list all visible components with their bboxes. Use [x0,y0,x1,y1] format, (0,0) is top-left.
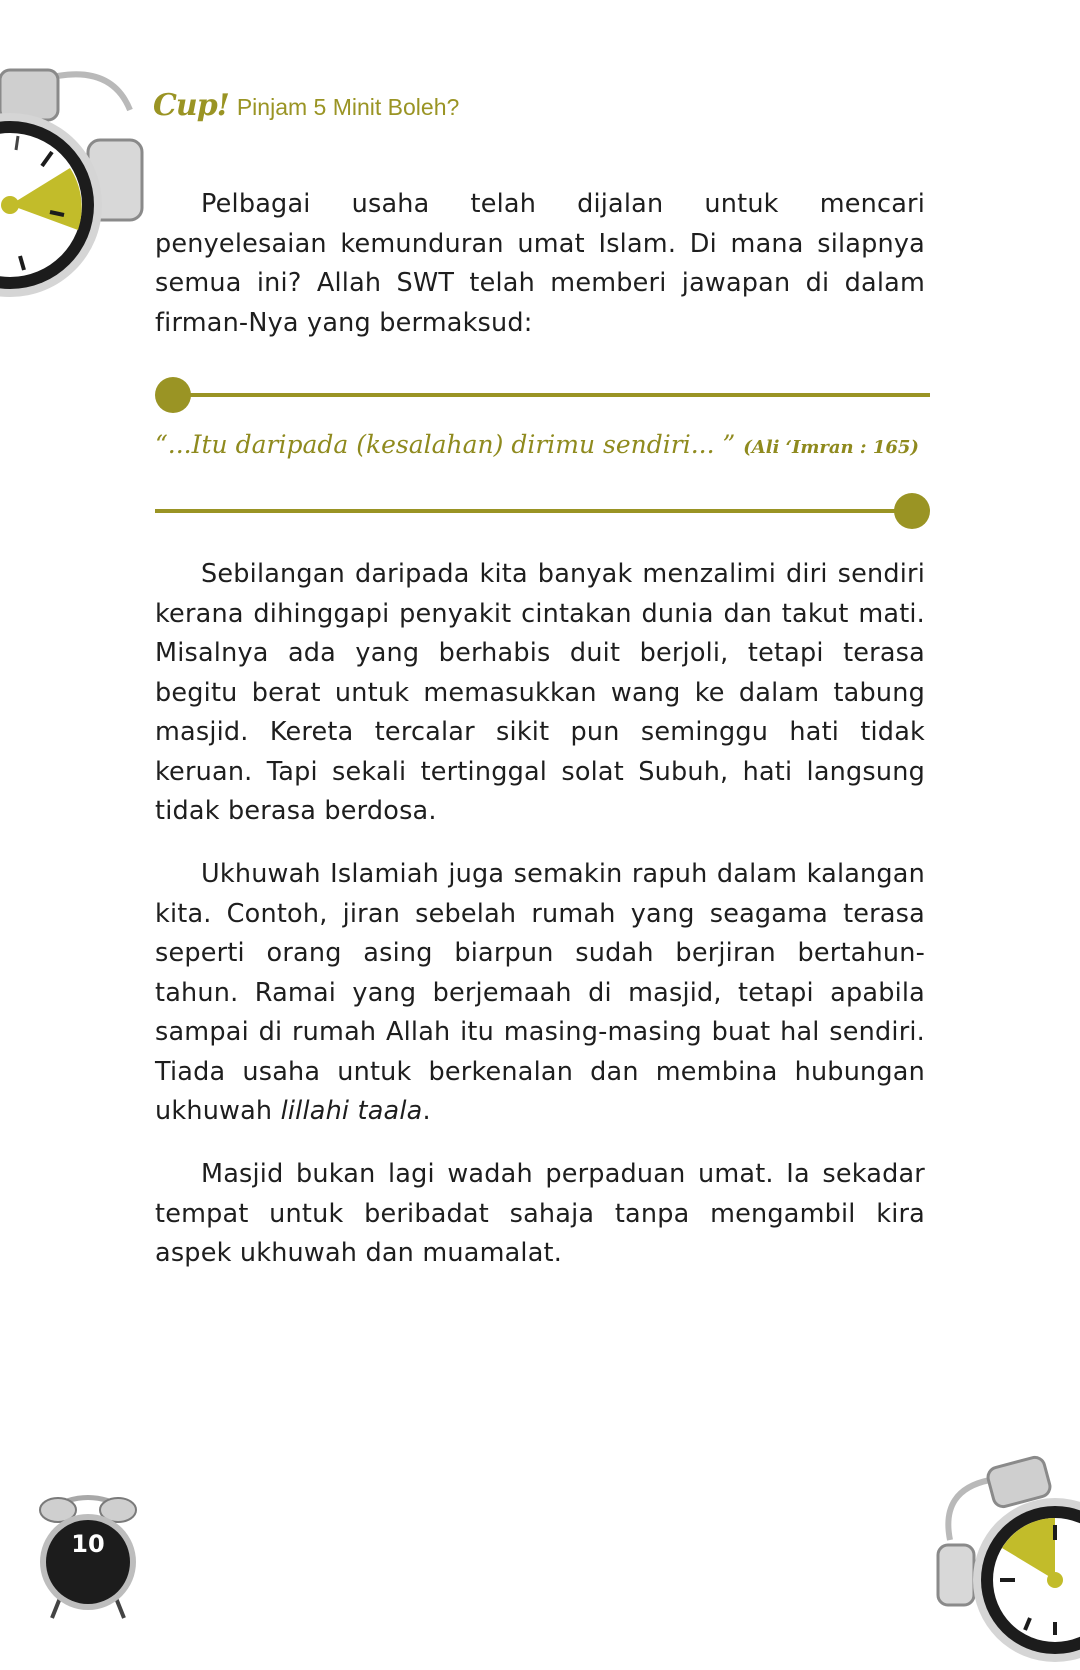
quran-quote [155,430,919,459]
series-title: Pinjam 5 Minit Boleh? [236,94,460,120]
body-paragraph-3 [155,855,925,1132]
alarm-clock-bottom-right-icon [930,1450,1080,1670]
page-number: 10 [71,1530,105,1558]
body-paragraph-4: Masjid bukan lagi wadah perpaduan umat. Ia sekadar tempat untuk beribadat sahaja tanpa mengambil kira aspek ukhuwah dan muamalat. [155,1159,925,1268]
alarm-clock-top-left-icon [0,40,160,310]
quote-rule-bottom [155,509,915,513]
quote-reference: (Ali ‘Imran : 165) [743,437,919,458]
brand-logo: Cup! [153,88,229,123]
paragraph-3-end: . [422,1096,431,1126]
paragraph-3-emphasis: lillahi taala [280,1096,423,1126]
body-paragraph-2: Sebilangan daripada kita banyak menzalimi diri sendiri kerana dihinggapi penyakit cintakan dunia dan takut mati. Misalnya ada yang berhabis duit berjoli, tetapi terasa begitu berat untuk memasukkan wang ke dalam tabung masjid. Kereta tercalar sikit pun seminggu hati tidak keruan. Tapi sekali tertinggal solat Subuh, hati langsung tidak berasa berdosa. [155,559,925,826]
running-head [153,88,459,123]
body-paragraph-1: Pelbagai usaha telah dijalan untuk mencari penyelesaian kemunduran umat Islam. Di mana silapnya semua ini? Allah SWT telah memberi jawapan di dalam firman-Nya yang bermaksud: [155,189,925,338]
paragraph-3-text: Ukhuwah Islamiah juga semakin rapuh dalam kalangan kita. Contoh, jiran sebelah rumah yang seagama terasa seperti orang asing biarpun sudah berjiran bertahun-tahun. Ramai yang berjemaah di masjid, tetapi apabila sampai di rumah Allah itu masing-masing buat hal sendiri. Tiada usaha untuk berkenalan dan membina hubungan ukhuwah [155,859,925,1126]
quote-rule-bottom-dot [894,493,930,529]
quote-rule-top [170,393,930,397]
quote-text: “...Itu daripada (kesalahan) dirimu sendiri... ” [155,430,736,459]
